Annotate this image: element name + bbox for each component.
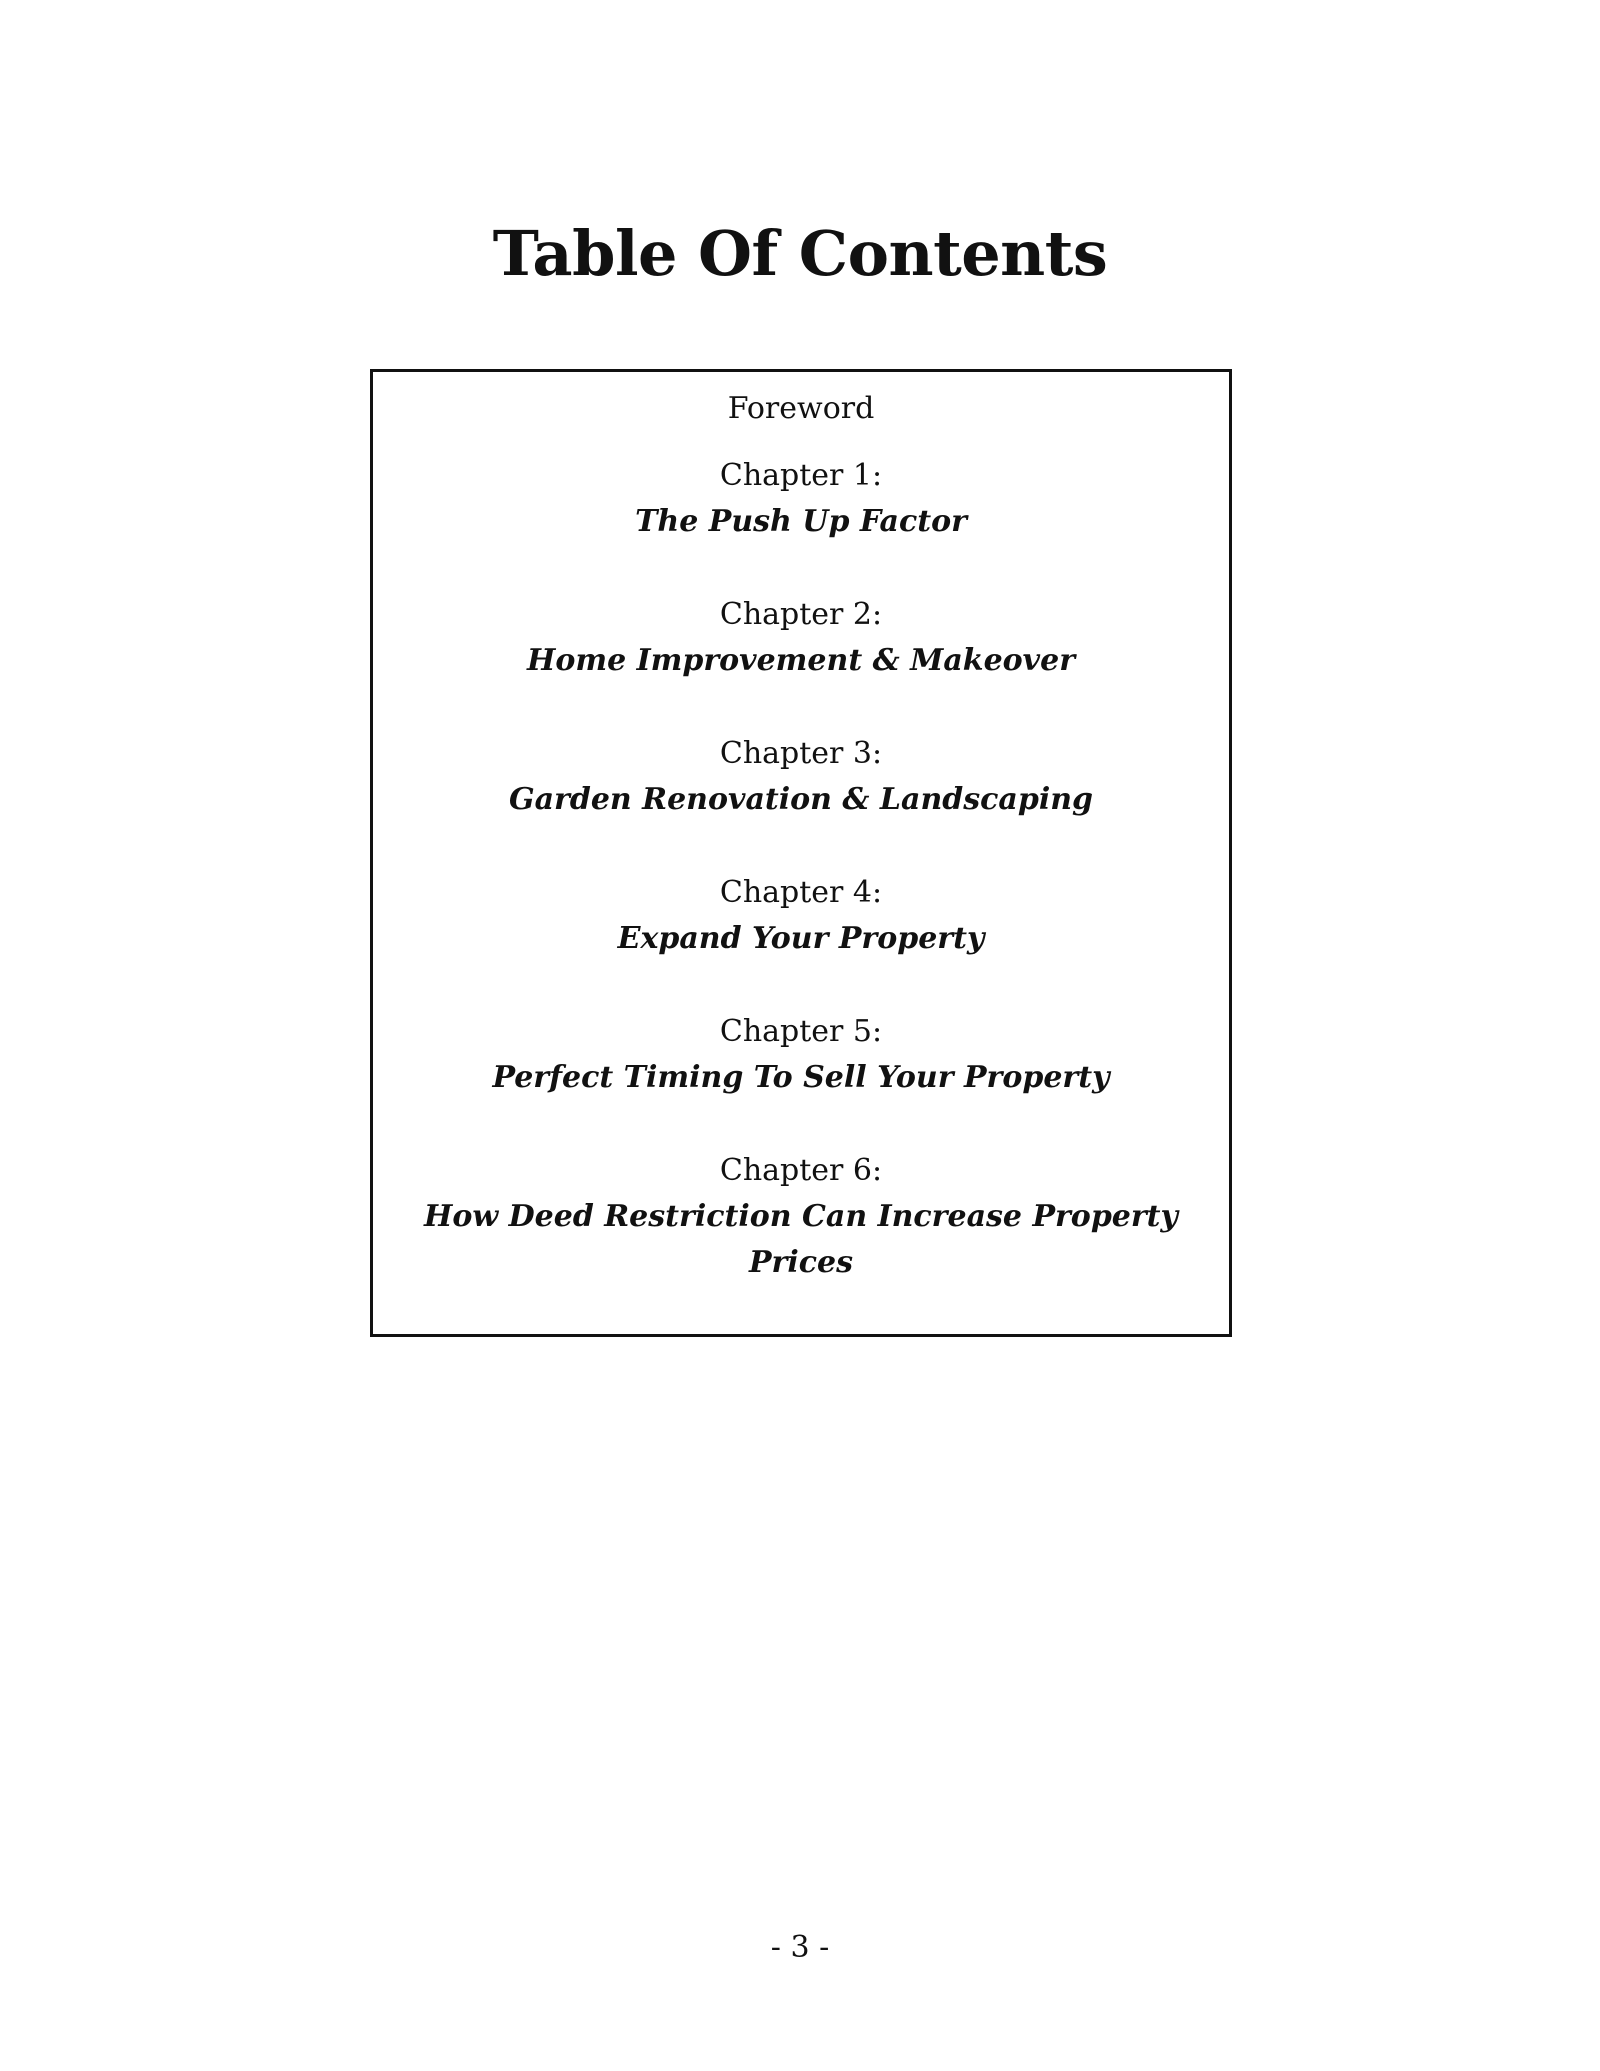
chapter-label: Chapter 6: bbox=[719, 1153, 883, 1188]
chapter-title: Expand Your Property bbox=[617, 921, 985, 956]
toc-chapter-3[interactable] bbox=[373, 731, 1229, 823]
chapter-title: Home Improvement & Makeover bbox=[526, 643, 1076, 678]
toc-foreword[interactable]: Foreword bbox=[727, 391, 875, 426]
table-of-contents-box bbox=[370, 369, 1232, 1337]
chapter-title: Perfect Timing To Sell Your Property bbox=[492, 1060, 1110, 1095]
page-title: Table Of Contents bbox=[492, 217, 1108, 290]
chapter-label: Chapter 5: bbox=[719, 1014, 883, 1049]
toc-chapter-1[interactable] bbox=[373, 453, 1229, 545]
toc-chapter-5[interactable] bbox=[373, 1009, 1229, 1101]
chapter-title: How Deed Restriction Can Increase Property Prices bbox=[424, 1199, 1178, 1280]
page-number: - 3 - bbox=[770, 1930, 830, 1965]
chapter-label: Chapter 3: bbox=[719, 736, 883, 771]
chapter-label: Chapter 2: bbox=[719, 597, 883, 632]
chapter-label: Chapter 4: bbox=[719, 875, 883, 910]
toc-chapter-6[interactable] bbox=[373, 1148, 1229, 1286]
chapter-title: Garden Renovation & Landscaping bbox=[508, 782, 1094, 817]
toc-chapter-4[interactable] bbox=[373, 870, 1229, 962]
toc-chapter-2[interactable] bbox=[373, 592, 1229, 684]
chapter-title: The Push Up Factor bbox=[635, 504, 967, 539]
chapter-label: Chapter 1: bbox=[719, 458, 883, 493]
